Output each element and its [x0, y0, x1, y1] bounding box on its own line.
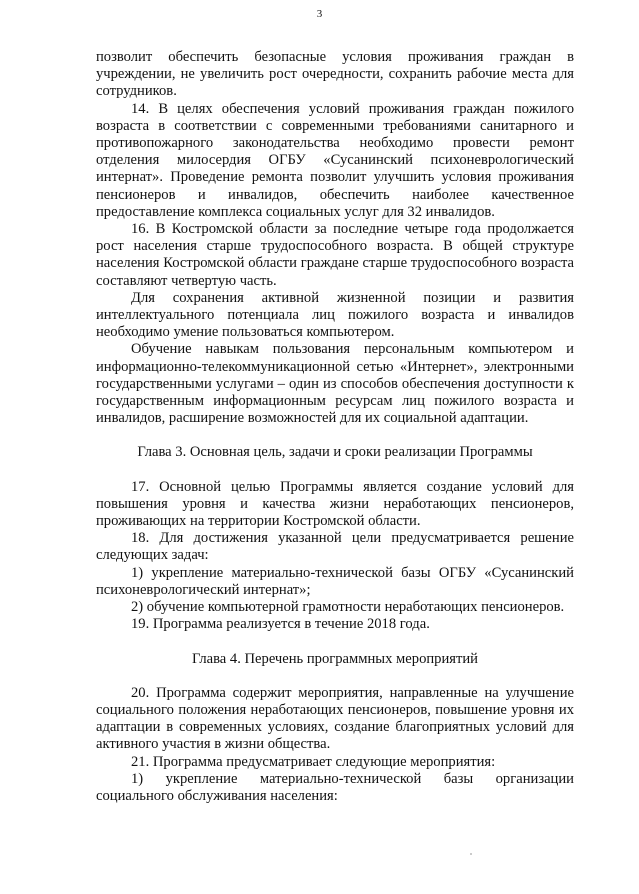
measure-1: 1) укрепление материально-технической базы организации социального обслуживания населения:: [96, 770, 574, 804]
paragraph-14: 14. В целях обеспечения условий проживания граждан пожилого возраста в соответствии с современными требованиями санитарного и противопожарного законодательства необходимо провести ремонт отделения милосердия ОГБУ «Сусанинский психоневрологический интернат». Проведение ремонта позволит улучшить условия проживания пенсионеров и инвалидов, обеспечить наиболее качественное предоставление комплекса социальных услуг для 32 инвалидов.: [96, 100, 574, 220]
chapter-4-heading: Глава 4. Перечень программных мероприятий: [191, 650, 478, 667]
task-2: 2) обучение компьютерной грамотности неработающих пенсионеров.: [131, 599, 565, 616]
paragraph-20: 20. Программа содержит мероприятия, направленные на улучшение социального положения неработающих пенсионеров, повышение уровня их адаптации в современных условиях, создание благоприятных условий для активного участия в жизни общества.: [96, 684, 574, 753]
paragraph-training: Обучение навыкам пользования персональным компьютером и информационно-телекоммуникационной сетью «Интернет», электронными государственными услугами – один из способов обеспечения доступности к государственным информационным ресурсам лиц пожилого возраста и инвалидов, расширение возможностей для их социальной адаптации.: [96, 341, 574, 427]
chapter-3-heading: Глава 3. Основная цель, задачи и сроки реализации Программы: [137, 444, 533, 461]
paragraph-continuation: позволит обеспечить безопасные условия проживания граждан в учреждении, не увеличить рост очередности, сохранить рабочие места для сотрудников.: [96, 49, 574, 100]
paragraph-18: 18. Для достижения указанной цели предусматривается решение следующих задач:: [96, 530, 574, 564]
scan-speck: [470, 853, 472, 855]
page-number: 3: [316, 8, 323, 20]
paragraph-16: 16. В Костромской области за последние четыре года продолжается рост населения старше трудоспособного возраста. В общей структуре населения Костромской области граждане старше трудоспособного возраста составляют четвертую часть.: [96, 221, 574, 289]
paragraph-21: 21. Программа предусматривает следующие мероприятия:: [131, 753, 496, 770]
task-1: 1) укрепление материально-технической базы ОГБУ «Сусанинский психоневрологический интернат»;: [96, 564, 574, 598]
paragraph-17: 17. Основной целью Программы является создание условий для повышения уровня и качества жизни неработающих пенсионеров, проживающих на территории Костромской области.: [96, 478, 574, 530]
document-body: [96, 49, 574, 805]
paragraph-19: 19. Программа реализуется в течение 2018 года.: [131, 616, 430, 633]
paragraph-computer-skills: Для сохранения активной жизненной позиции и развития интеллектуального потенциала лиц пожилого возраста и инвалидов необходимо умение пользоваться компьютером.: [96, 289, 574, 341]
